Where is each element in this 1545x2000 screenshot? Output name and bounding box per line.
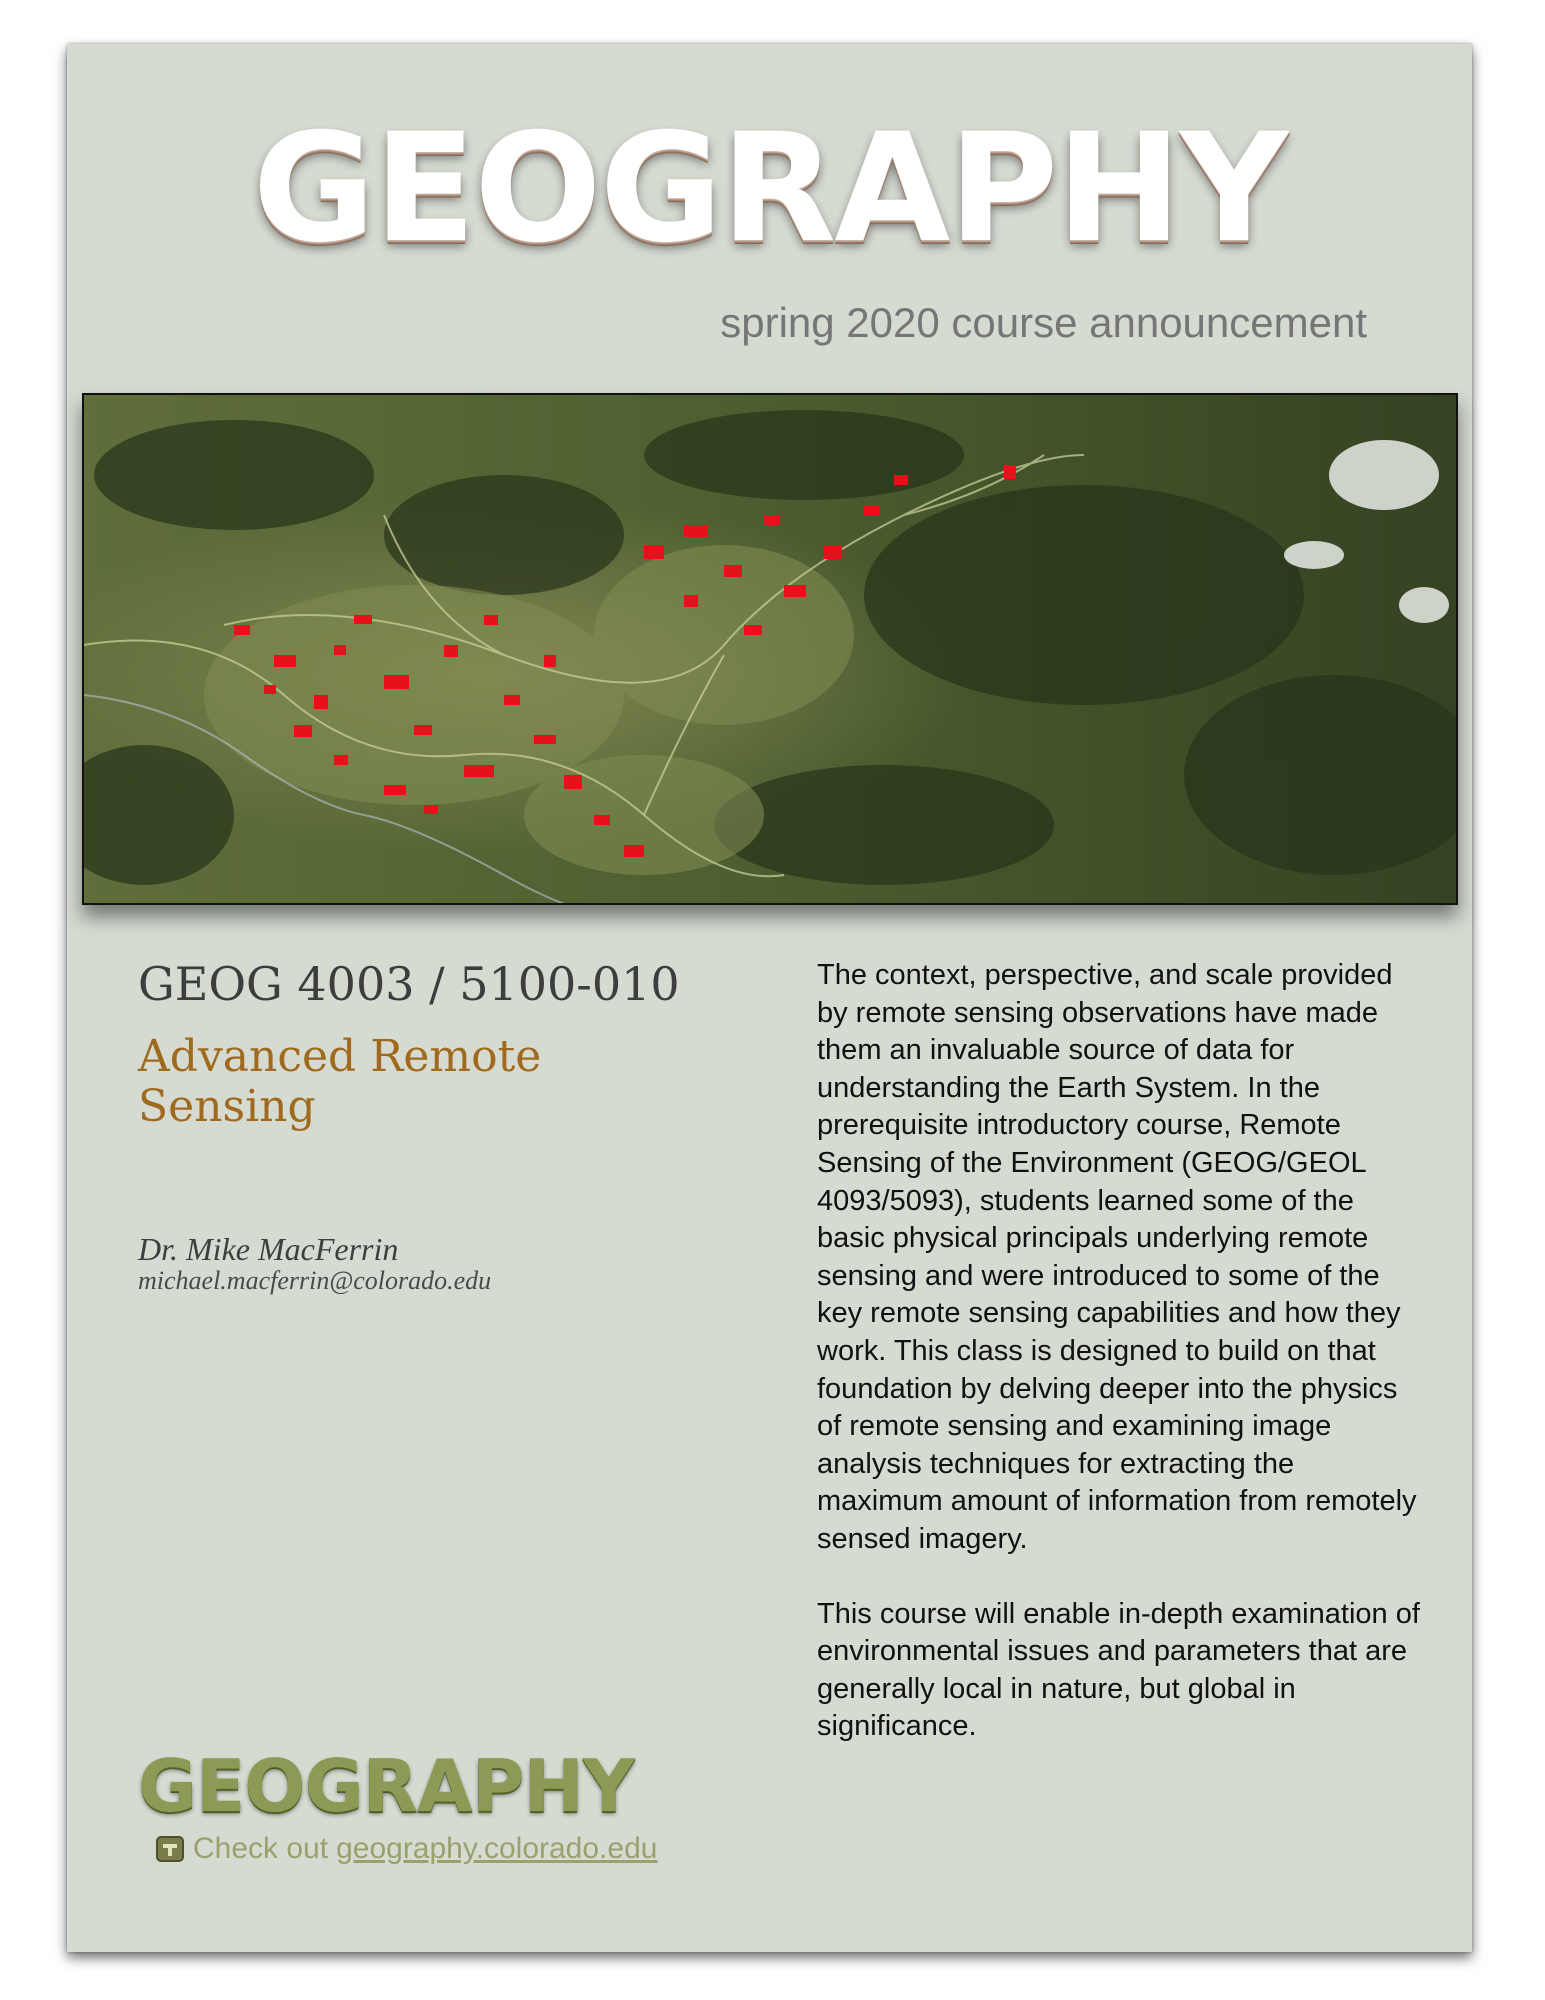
course-title: Advanced Remote Sensing: [138, 1031, 542, 1132]
geography-logo: GEOGRAPHY: [138, 1744, 634, 1828]
cu-buffalo-icon: [155, 1834, 185, 1864]
course-code: GEOG 4003 / 5100-010: [138, 957, 680, 1011]
description-paragraph-1: The context, perspective, and scale provided by remote sensing observations have made them an invaluable source of data for understanding the Earth System. In the prerequisite introductory course, Remote Sensing of the Environment (GEOG/GEOL 4093/5093), students learned some of the basic physical principals underlying remote sensing and were introduced to some of the key remote sensing capabilities and how they work. This class is designed to build on that foundation by delving deeper into the physics of remote sensing and examining image analysis techniques for extracting the maximum amount of information from remotely sensed imagery.: [817, 959, 1417, 1555]
description-paragraph-2: This course will enable in-depth examination of environmental issues and parameters that are generally local in nature, but global in significance.: [817, 1597, 1420, 1743]
course-description: [817, 957, 1427, 1746]
flyer-page: [67, 44, 1472, 1952]
headline-title: GEOGRAPHY: [252, 102, 1287, 276]
instructor-email[interactable]: michael.macferrin@colorado.edu: [138, 1266, 492, 1295]
geography-website-link[interactable]: geography.colorado.edu: [336, 1832, 658, 1865]
instructor-name: Dr. Mike MacFerrin: [138, 1231, 399, 1267]
subtitle: spring 2020 course announcement: [720, 299, 1367, 346]
geography-logo-caption: [155, 1832, 657, 1866]
satellite-image: [82, 393, 1458, 905]
logo-prefix: Check out: [193, 1832, 329, 1865]
